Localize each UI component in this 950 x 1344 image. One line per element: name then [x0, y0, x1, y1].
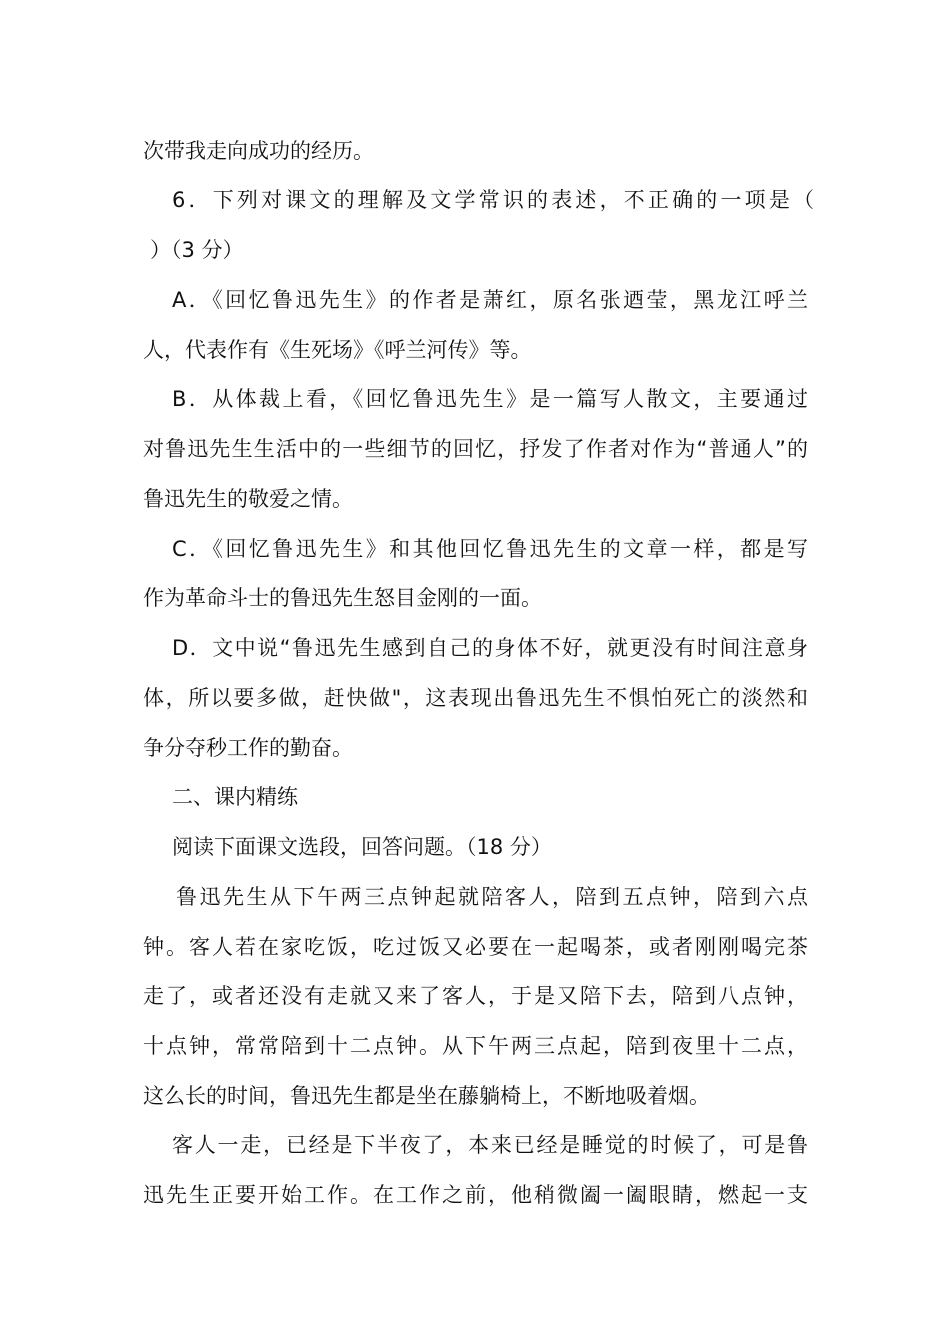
- option-a-line-cont: 人，代表作有《生死场》《呼兰河传》等。: [143, 338, 532, 362]
- option-a-line: A．《回忆鲁迅先生》的作者是萧红，原名张迺莹，黑龙江呼兰: [172, 288, 808, 312]
- passage-line: 客人一走，已经是下半夜了，本来已经是睡觉的时候了，可是鲁: [172, 1133, 808, 1157]
- option-c-line: C．《回忆鲁迅先生》和其他回忆鲁迅先生的文章一样，都是写: [172, 537, 808, 561]
- passage-line: 迅先生正要开始工作。在工作之前，他稍微阖一阖眼睛，燃起一支: [143, 1183, 808, 1207]
- option-d-line-cont: 体，所以要多做，赶快做"，这表现出鲁迅先生不惧怕死亡的淡然和: [143, 686, 808, 710]
- option-d-line: D．文中说“鲁迅先生感到自己的身体不好，就更没有时间注意身: [172, 636, 808, 660]
- passage-line: 鲁迅先生从下午两三点钟起就陪客人，陪到五点钟，陪到六点: [176, 885, 808, 909]
- passage-line: 钟。客人若在家吃饭，吃过饭又必要在一起喝茶，或者刚刚喝完茶: [143, 935, 808, 959]
- question-6-score-line: ）（3 分）: [150, 238, 244, 262]
- option-b-line: B．从体裁上看，《回忆鲁迅先生》是一篇写人散文，主要通过: [172, 387, 808, 411]
- option-b-line-end: 鲁迅先生的敬爱之情。: [143, 487, 353, 511]
- passage-line: 十点钟，常常陪到十二点钟。从下午两三点起，陪到夜里十二点，: [143, 1034, 808, 1058]
- passage-line: 走了，或者还没有走就又来了客人，于是又陪下去，陪到八点钟，: [143, 984, 808, 1008]
- option-b-line-cont: 对鲁迅先生生活中的一些细节的回忆，抒发了作者对作为“普通人”的: [143, 437, 808, 461]
- option-c-line-cont: 作为革命斗士的鲁迅先生怒目金刚的一面。: [143, 586, 542, 610]
- section-heading: 二、课内精练: [172, 785, 298, 809]
- question-6-line: 6．下列对课文的理解及文学常识的表述，不正确的一项是（: [172, 188, 814, 212]
- reading-instruction: 阅读下面课文选段，回答问题。（18 分）: [172, 835, 552, 859]
- option-d-line-end: 争分夺秒工作的勤奋。: [143, 736, 353, 760]
- passage-line: 这么长的时间，鲁迅先生都是坐在藤躺椅上，不断地吸着烟。: [143, 1084, 710, 1108]
- text-line: 次带我走向成功的经历。: [143, 139, 374, 163]
